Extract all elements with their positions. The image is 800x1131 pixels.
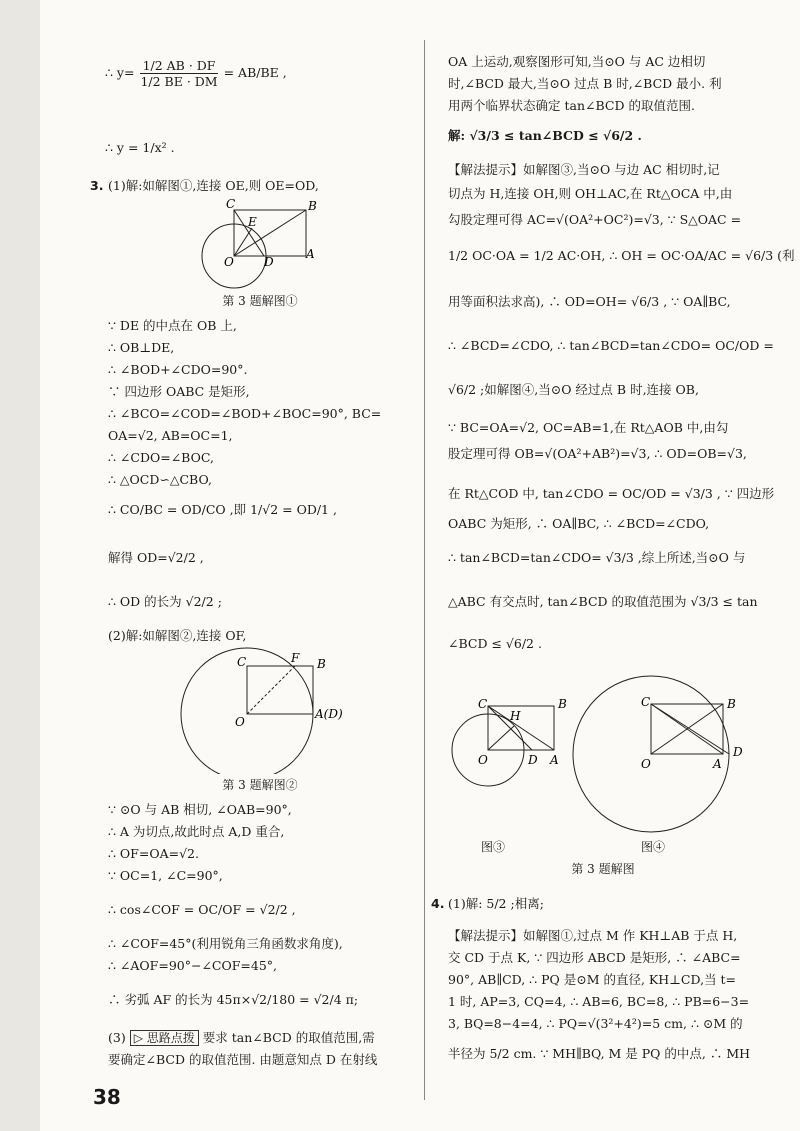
q3-part3-text: 要求 tan∠BCD 的取值范围,需 xyxy=(202,1030,375,1045)
q4-line-5: 3, BQ=8−4=4, ∴ PQ=√(3²+4²)=5 cm, ∴ ⊙M 的 xyxy=(448,1016,743,1031)
svg-text:C: C xyxy=(226,197,236,211)
question-3-number: 3. xyxy=(90,178,104,193)
svg-text:F: F xyxy=(291,651,300,665)
right-line-17: △ABC 有交点时, tan∠BCD 的取值范围为 √3/3 ≤ tan xyxy=(448,594,758,609)
right-line-11: √6/2 ;如解图④,当⊙O 经过点 B 时,连接 OB, xyxy=(448,382,699,397)
part2-line-6: ∴ ∠COF=45°(利用锐角三角函数求角度), xyxy=(108,936,343,951)
q4-line-3: 90°, AB∥CD, ∴ PQ 是⊙M 的直径, KH⊥CD,当 t= xyxy=(448,972,737,987)
figure-3-4 xyxy=(571,672,751,842)
right-line-3: 用两个临界状态确定 tan∠BCD 的取值范围. xyxy=(448,98,695,113)
proof-line-10: 解得 OD=√2/2 , xyxy=(108,550,204,565)
gamma-lhs: ∴ y= xyxy=(105,65,135,80)
gamma-line-2: ∴ y = 1/x² . xyxy=(105,140,175,155)
part2-line-7: ∴ ∠AOF=90°−∠COF=45°, xyxy=(108,958,278,973)
svg-text:C: C xyxy=(641,695,651,709)
figure-3-3-label: 图③ xyxy=(480,840,505,854)
right-line-14: 在 Rt△COD 中, tan∠CDO = OC/OD = √3/3 , ∵ 四边形 xyxy=(448,486,775,501)
right-line-16: ∴ tan∠BCD=tan∠CDO= √3/3 ,综上所述,当⊙O 与 xyxy=(448,550,746,565)
right-line-5: 【解法提示】如解图③,当⊙O 与边 AC 相切时,记 xyxy=(448,162,720,177)
column-divider xyxy=(424,40,425,1100)
proof-line-11: ∴ OD 的长为 √2/2 ; xyxy=(108,594,222,609)
thinking-hint-label: 思路点拨 xyxy=(146,1031,195,1045)
svg-text:B: B xyxy=(308,199,317,213)
part2-line-2: ∴ A 为切点,故此时点 A,D 重合, xyxy=(108,824,285,839)
right-line-1: OA 上运动,观察图形可知,当⊙O 与 AC 边相切 xyxy=(448,54,706,69)
svg-text:A: A xyxy=(550,753,559,767)
svg-text:E: E xyxy=(248,215,257,229)
proof-line-4: ∵ 四边形 OABC 是矩形, xyxy=(108,384,250,399)
figure-3-2-caption: 第 3 题解图② xyxy=(222,778,298,792)
part2-line-5: ∴ cos∠COF = OC/OF = √2/2 , xyxy=(108,902,296,917)
q3-part3-text-2: 要确定∠BCD 的取值范围. 由题意知点 D 在射线 xyxy=(108,1052,378,1067)
q3-part3-number: (3) xyxy=(108,1030,126,1045)
svg-text:C: C xyxy=(478,697,488,711)
proof-line-7: ∴ ∠CDO=∠BOC, xyxy=(108,450,214,465)
right-line-7: 勾股定理可得 AC=√(OA²+OC²)=√3, ∵ S△OAC = xyxy=(448,212,742,227)
right-line-12: ∵ BC=OA=√2, OC=AB=1,在 Rt△AOB 中,由勾 xyxy=(448,420,729,435)
question-4-number: 4. xyxy=(431,896,445,911)
q4-part1-answer: (1)解: 5/2 ;相离; xyxy=(448,896,544,911)
svg-text:B: B xyxy=(558,697,567,711)
svg-text:B: B xyxy=(727,697,736,711)
proof-line-5: ∴ ∠BCO=∠COD=∠BOD+∠BOC=90°, BC= xyxy=(108,406,382,421)
svg-text:D: D xyxy=(528,753,538,767)
proof-line-8: ∴ △OCD∽△CBO, xyxy=(108,472,212,487)
proof-line-1: ∵ DE 的中点在 OB 上, xyxy=(108,318,237,333)
right-line-15: OABC 为矩形, ∴ OA∥BC, ∴ ∠BCD=∠CDO, xyxy=(448,516,710,531)
q3-part2-intro: (2)解:如解图②,连接 OF, xyxy=(108,628,247,643)
q3-part1-intro: (1)解:如解图①,连接 OE,则 OE=OD, xyxy=(108,178,319,193)
figure-3-34-caption: 第 3 题解图 xyxy=(571,862,635,876)
part2-line-4: ∵ OC=1, ∠C=90°, xyxy=(108,868,223,883)
svg-text:C: C xyxy=(237,655,247,669)
proof-line-2: ∴ OB⊥DE, xyxy=(108,340,175,355)
proof-line-9: ∴ CO/BC = OD/CO ,即 1/√2 = OD/1 , xyxy=(108,502,337,517)
svg-text:O: O xyxy=(641,757,651,771)
right-line-8: 1/2 OC·OA = 1/2 AC·OH, ∴ OH = OC·OA/AC = √6/3 (利 xyxy=(448,248,795,263)
right-line-13: 股定理可得 OB=√(OA²+AB²)=√3, ∴ OD=OB=√3, xyxy=(448,446,747,461)
page-number: 38 xyxy=(93,1085,121,1109)
gamma-fraction xyxy=(140,58,217,89)
svg-text:O: O xyxy=(478,753,488,767)
q3-part3-line xyxy=(108,1028,375,1048)
svg-text:A: A xyxy=(713,757,722,771)
right-answer: 解: √3/3 ≤ tan∠BCD ≤ √6/2 . xyxy=(448,128,642,143)
figure-3-3 xyxy=(448,690,573,820)
svg-text:D: D xyxy=(733,745,743,759)
figure-3-2 xyxy=(175,644,345,774)
svg-text:A(D): A(D) xyxy=(315,707,343,721)
right-line-2: 时,∠BCD 最大,当⊙O 过点 B 时,∠BCD 最小. 利 xyxy=(448,76,722,91)
svg-text:D: D xyxy=(264,255,274,269)
q4-line-4: 1 时, AP=3, CQ=4, ∴ AB=6, BC=8, ∴ PB=6−3= xyxy=(448,994,750,1009)
right-line-9: 用等面积法求高), ∴ OD=OH= √6/3 , ∵ OA∥BC, xyxy=(448,294,731,309)
svg-text:A: A xyxy=(306,247,315,261)
part2-line-8: ∴ 劣弧 AF 的长为 45π×√2/180 = √2/4 π; xyxy=(108,992,359,1007)
gamma-line-1 xyxy=(105,58,287,89)
right-line-18: ∠BCD ≤ √6/2 . xyxy=(448,636,542,651)
svg-text:O: O xyxy=(235,715,245,729)
gamma-num: 1/2 AB · DF xyxy=(140,58,217,74)
right-line-10: ∴ ∠BCD=∠CDO, ∴ tan∠BCD=tan∠CDO= OC/OD = xyxy=(448,338,774,353)
part2-line-3: ∴ OF=OA=√2. xyxy=(108,846,199,861)
q4-line-6: 半径为 5/2 cm. ∵ MH∥BQ, M 是 PQ 的中点, ∴ MH xyxy=(448,1046,751,1061)
figure-3-1 xyxy=(200,196,320,292)
right-line-6: 切点为 H,连接 OH,则 OH⊥AC,在 Rt△OCA 中,由 xyxy=(448,186,733,201)
svg-text:H: H xyxy=(510,709,521,723)
gamma-rhs: = AB/BE , xyxy=(223,65,287,80)
gamma-den: 1/2 BE · DM xyxy=(140,74,218,89)
svg-text:O: O xyxy=(224,255,234,269)
figure-3-4-label: 图④ xyxy=(640,840,665,854)
q4-line-2: 交 CD 于点 K, ∵ 四边形 ABCD 是矩形, ∴ ∠ABC= xyxy=(448,950,741,965)
svg-text:B: B xyxy=(317,657,326,671)
proof-line-6: OA=√2, AB=OC=1, xyxy=(108,428,233,443)
figure-3-1-caption: 第 3 题解图① xyxy=(222,294,298,308)
thinking-hint-tag: ▷ 思路点拨 xyxy=(130,1030,199,1046)
proof-line-3: ∴ ∠BOD+∠CDO=90°. xyxy=(108,362,248,377)
q4-line-1: 【解法提示】如解图①,过点 M 作 KH⊥AB 于点 H, xyxy=(448,928,738,943)
part2-line-1: ∵ ⊙O 与 AB 相切, ∠OAB=90°, xyxy=(108,802,292,817)
